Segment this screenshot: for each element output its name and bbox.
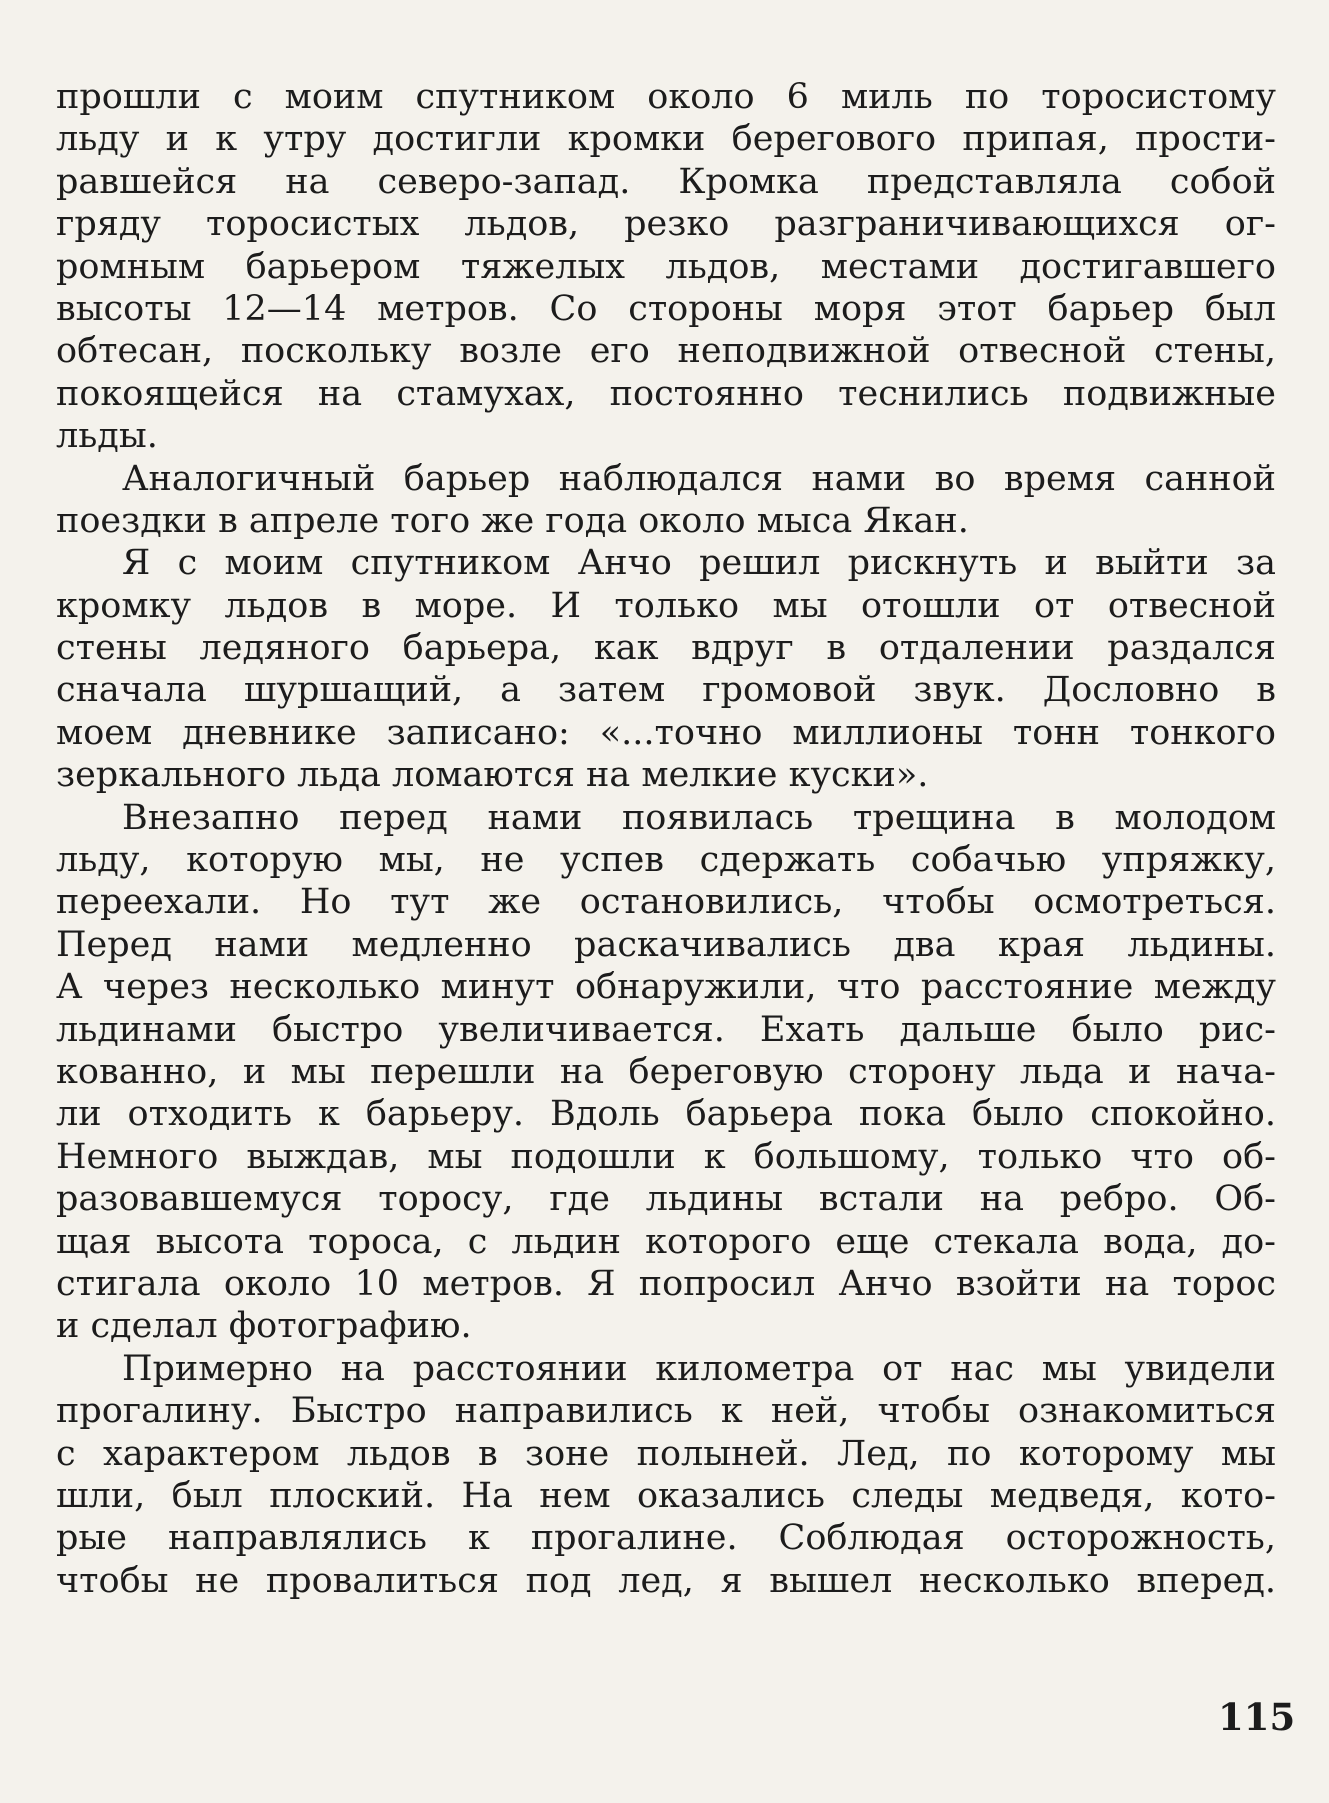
text-line: ромным барьером тяжелых льдов, местами достигавшего (56, 246, 1276, 287)
text-line: Аналогичный барьер наблюдался нами во время санной (122, 458, 1276, 499)
text-line: шли, был плоский. На нем оказались следы медведя, кото- (56, 1475, 1276, 1516)
text-line: сначала шуршащий, а затем громовой звук. Дословно в (56, 670, 1276, 711)
text-line: переехали. Но тут же остановились, чтобы осмотреться. (56, 882, 1276, 923)
text-line: кромку льдов в море. И только мы отошли от отвесной (56, 585, 1276, 626)
text-line: Примерно на расстоянии километра от нас мы увидели (122, 1348, 1276, 1389)
text-line: стены ледяного барьера, как вдруг в отдалении раздался (56, 628, 1276, 669)
text-line: разовавшемуся торосу, где льдины встали на ребро. Об- (56, 1179, 1276, 1220)
text-line: Немного выждав, мы подошли к большому, только что об- (56, 1136, 1276, 1177)
text-line: щая высота тороса, с льдин которого еще стекала вода, до- (56, 1221, 1276, 1262)
text-body (56, 76, 1276, 1602)
text-line: льды. (56, 416, 158, 457)
text-line: гряду торосистых льдов, резко разграничивающихся ог- (56, 204, 1276, 245)
text-line: чтобы не провалиться под лед, я вышел несколько вперед. (56, 1560, 1276, 1601)
text-line: покоящейся на стамухах, постоянно теснились подвижные (56, 373, 1276, 414)
text-line: ли отходить к барьеру. Вдоль барьера пока было спокойно. (56, 1094, 1276, 1135)
text-line: льду и к утру достигли кромки берегового припая, прости- (56, 119, 1276, 160)
text-line: стигала около 10 метров. Я попросил Анчо взойти на торос (56, 1263, 1276, 1304)
text-line: и сделал фотографию. (56, 1306, 472, 1347)
text-line: высоты 12—14 метров. Со стороны моря этот барьер был (56, 288, 1276, 329)
text-line: с характером льдов в зоне полыней. Лед, по которому мы (56, 1433, 1276, 1474)
text-line: А через несколько минут обнаружили, что расстояние между (56, 967, 1276, 1008)
text-line: обтесан, поскольку возле его неподвижной отвесной стены, (56, 331, 1276, 372)
text-line: равшейся на северо-запад. Кромка представляла собой (56, 161, 1276, 202)
text-line: поездки в апреле того же года около мыса Якан. (56, 500, 969, 541)
text-line: Перед нами медленно раскачивались два края льдины. (56, 924, 1276, 965)
text-line: моем дневнике записано: «...точно миллионы тонн тонкого (56, 712, 1276, 753)
text-line: Внезапно перед нами появилась трещина в молодом (122, 797, 1276, 838)
text-line: кованно, и мы перешли на береговую сторону льда и нача- (56, 1051, 1276, 1092)
text-line: зеркального льда ломаются на мелкие куски». (56, 755, 929, 796)
text-line: прошли с моим спутником около 6 миль по торосистому (56, 77, 1276, 117)
text-line: прогалину. Быстро направились к ней, чтобы ознакомиться (56, 1391, 1276, 1432)
page-number: 115 (1218, 1695, 1296, 1739)
text-line: Я с моим спутником Анчо решил рискнуть и выйти за (122, 543, 1276, 584)
text-line: рые направлялись к прогалине. Соблюдая осторожность, (56, 1518, 1276, 1559)
text-line: льду, которую мы, не успев сдержать собачью упряжку, (56, 840, 1276, 881)
text-line: льдинами быстро увеличивается. Ехать дальше было рис- (56, 1009, 1276, 1050)
